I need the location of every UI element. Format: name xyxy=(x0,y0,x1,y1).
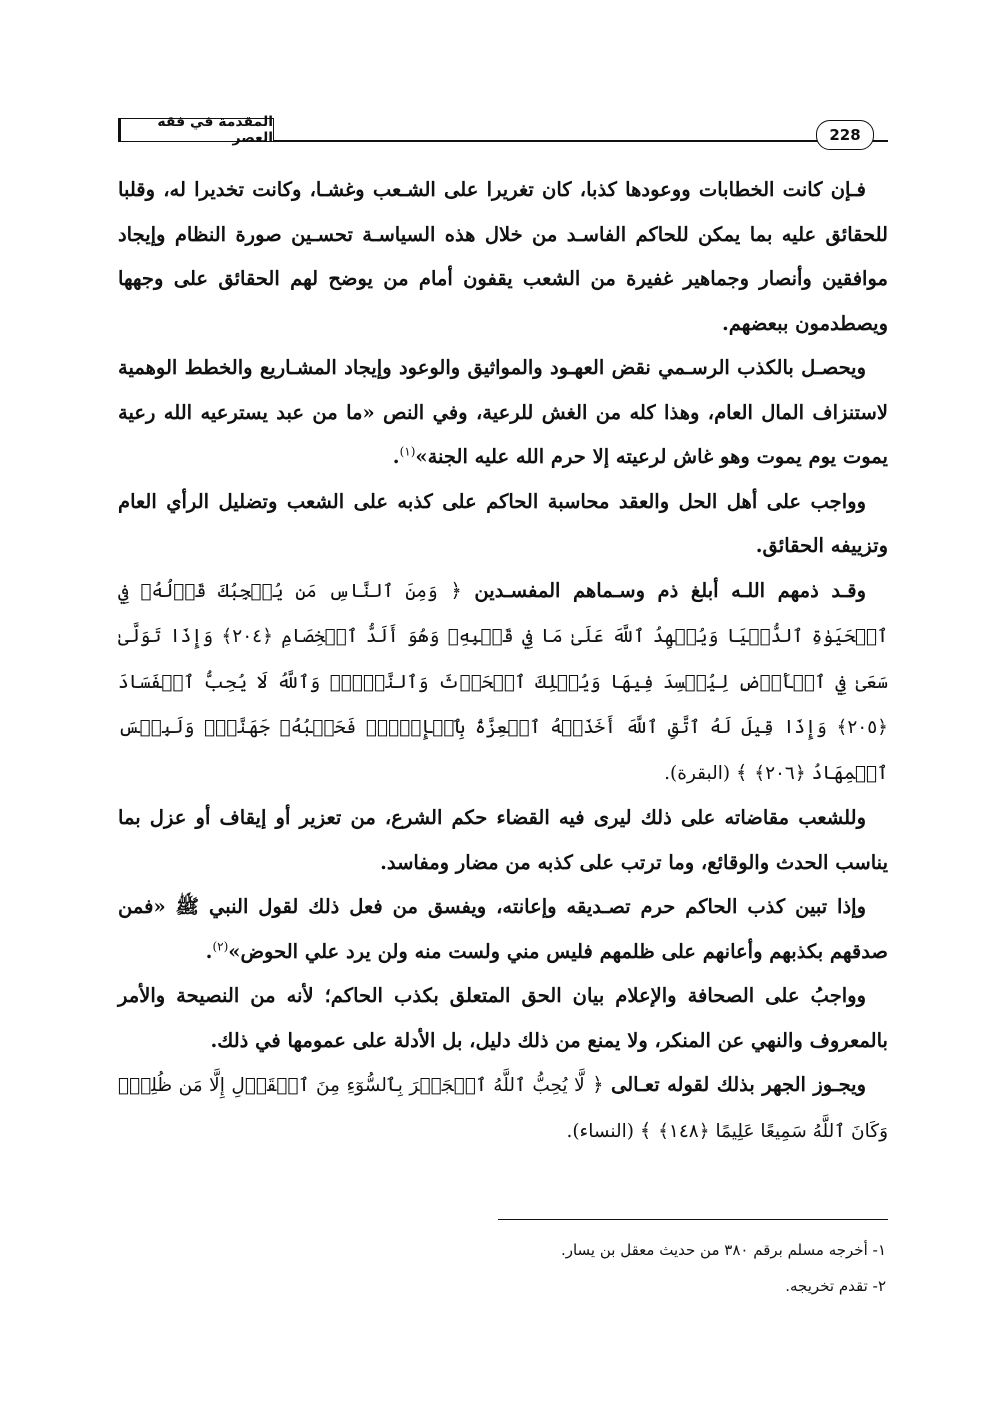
footnotes xyxy=(118,1232,888,1304)
page-number-badge xyxy=(816,120,874,150)
paragraph-end: . xyxy=(392,445,400,468)
quran-bracket-open: ﴿ xyxy=(592,1073,604,1096)
paragraph-5 xyxy=(118,796,888,885)
quran-bracket-close: ﴾ xyxy=(639,1118,652,1142)
surah-reference: (النساء). xyxy=(566,1120,640,1142)
paragraph-7 xyxy=(118,974,888,1063)
paragraph-8 xyxy=(118,1063,888,1154)
paragraph-text: وواجبُ على الصحافة والإعلام بيان الحق المتعلق بكذب الحاكم؛ لأنه من النصيحة والأمر بالمعروف والنهي عن المنكر، ولا يمنع من ذلك دليل، بل الأدلة على عمومها في ذلك. xyxy=(118,984,888,1052)
paragraph-6 xyxy=(118,885,888,974)
page-number: 228 xyxy=(829,126,861,144)
paragraph-3 xyxy=(118,480,888,569)
quran-bracket-open: ﴿ xyxy=(450,578,462,602)
paragraph-text: فـإن كانت الخطابات ووعودها كذبا، كان تغريرا على الشـعب وغشـا، وكانت تخديرا له، وقلبا للحقائق عليه بما يمكن للحاكم الفاسـد من خلال هذه السياسـة تحسـين صورة النظام وإيجاد موافقين وأنصار وجماهير غفيرة من الشعب يقفون أمام من يوضح لهم الحقائق على وجهها ويصطدمون ببعضهم. xyxy=(118,178,888,335)
footnote-ref-1: (١) xyxy=(399,444,416,459)
paragraph-text: وواجب على أهل الحل والعقد محاسبة الحاكم على كذبه على الشعب وتضليل الرأي العام وتزييفه الحقائق. xyxy=(118,489,888,557)
footnote-ref-2: (٢) xyxy=(212,939,229,953)
paragraph-1 xyxy=(118,168,888,346)
quran-bracket-close: ﴾ xyxy=(735,760,748,784)
book-title: المقدمة في فقه العصر xyxy=(157,114,273,146)
surah-reference: (البقرة). xyxy=(664,762,736,784)
quran-verse: لَّا يُحِبُّ ٱللَّهُ ٱلۡجَهۡرَ بِٱلسُّوٓءِ مِنَ ٱلۡقَوۡلِ إِلَّا مَن ظُلِمَۚ وَكَانَ ٱللَّهُ سَمِيعًا عَلِيمًا ﴿١٤٨﴾ xyxy=(118,1075,888,1142)
quran-verse: وَمِنَ ٱلنَّاسِ مَن يُعۡجِبُكَ قَوۡلُهُۥ فِي ٱلۡحَيَوٰةِ ٱلدُّنۡيَا وَيُشۡهِدُ ٱللَّهَ عَلَىٰ مَا فِي قَلۡبِهِۦ وَهُوَ أَلَدُّ ٱلۡخِصَامِ ﴿٢٠٤﴾ وَإِذَا تَوَلَّىٰ سَعَىٰ فِي ٱلۡأَرۡضِ لِيُفۡسِدَ فِيهَا وَيُهۡلِكَ ٱلۡحَرۡثَ وَٱلنَّسۡلَۚ وَٱللَّهُ لَا يُحِبُّ ٱلۡفَسَادَ ﴿٢٠٥﴾ وَإِذَا قِيلَ لَهُ ٱتَّقِ ٱللَّهَ أَخَذَتۡهُ ٱلۡعِزَّةُ بِٱلۡإِثۡمِۚ فَحَسۡبُهُۥ جَهَنَّمُۖ وَلَبِئۡسَ ٱلۡمِهَادُ ﴿٢٠٦﴾ xyxy=(118,580,888,784)
footnote-1: ١- أخرجه مسلم برقم ٣٨٠ من حديث معقل بن يسار. xyxy=(560,1241,886,1259)
paragraph-text: ويحصـل بالكذب الرسـمي نقض العهـود والمواثيق والوعود وإيجاد المشـاريع والخطط الوهمية لاستنزاف المال العام، وهذا كله من الغش للرعية، وفي النص «ما من عبد يسترعيه الله رعية يموت يوم يموت وهو غاش لرعيته إلا حرم الله عليه الجنة» xyxy=(118,356,888,468)
paragraph-4 xyxy=(118,569,888,797)
paragraph-text: وإذا تبين كذب الحاكم حرم تصـديقه وإعانته، ويفسق من فعل ذلك لقول النبي ﷺ «فمن صدقهم بكذبهم وأعانهم على ظلمهم فليس مني ولست منه ولن يرد علي الحوض» xyxy=(118,895,888,963)
footnote-rule xyxy=(498,1219,888,1220)
paragraph-text: ويجـوز الجهر بذلك لقوله تعـالى xyxy=(610,1073,866,1096)
paragraph-text: وللشعب مقاضاته على ذلك ليرى فيه القضاء حكم الشرع، من تعزير أو إيقاف أو عزل بما يناسب الحدث والوقائع، وما ترتب على كذبه من مضار ومفاسد. xyxy=(118,806,888,874)
paragraph-text: وقـد ذمهم اللـه أبلغ ذم وسـماهم المفسـدين xyxy=(474,578,867,602)
body-text xyxy=(118,168,888,1154)
running-header xyxy=(118,116,888,146)
header-title-box xyxy=(118,114,274,146)
footnote-2: ٢- تقدم تخريجه. xyxy=(785,1277,886,1295)
paragraph-end: . xyxy=(205,939,213,963)
paragraph-2 xyxy=(118,346,888,480)
